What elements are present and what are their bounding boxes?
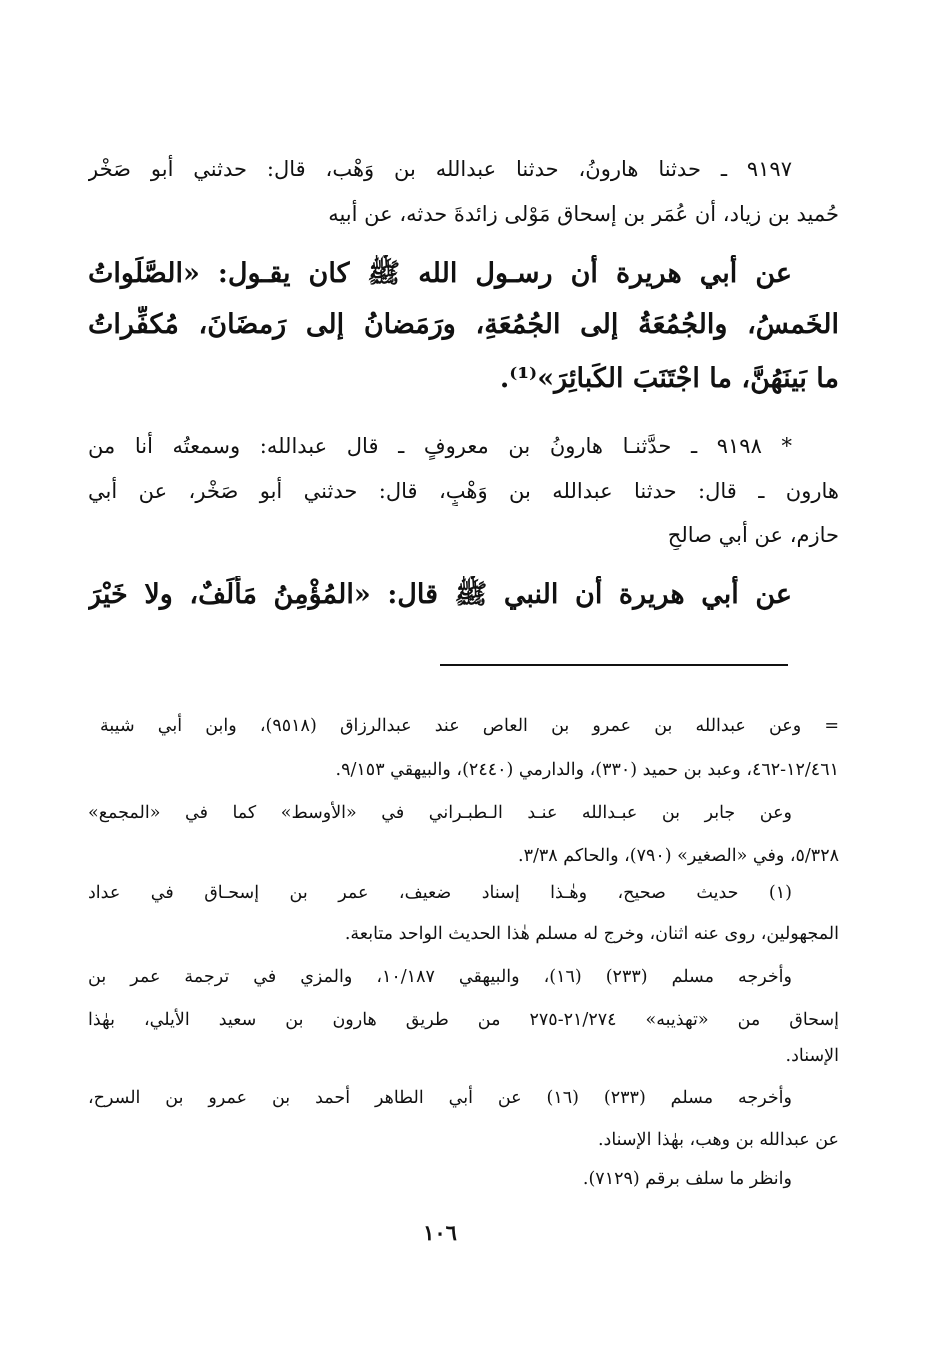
footnote-divider	[440, 664, 788, 666]
footnote-line-8: إسحاق من «تهذيبه» ٢١/٢٧٤-٢٧٥ من طريق هارون بن سعيد الأيلي، بهٰذا	[88, 1010, 839, 1030]
footnote-line-7: وأخرجه مسلم (٢٣٣) (١٦)، والبيهقي ١٠/١٨٧، والمزي في ترجمة عمر بن	[88, 967, 792, 987]
footnote-line-4: ٥/٣٢٨، وفي «الصغير» (٧٩٠)، والحاكم ٣/٣٨.	[518, 846, 839, 866]
hadith-9198-isnad-line-3: حازم، عن أبي صالحٍ	[667, 523, 839, 547]
footnote-line-6: المجهولين، روى عنه اثنان، وخرج له مسلم هٰذا الحديث الواحد متابعة.	[344, 924, 839, 944]
footnote-line-12: وانظر ما سلف برقم (٧١٢٩).	[582, 1169, 792, 1189]
footnote-line-11: عن عبدالله بن وهب، بهٰذا الإسناد.	[597, 1130, 839, 1150]
hadith-9198-isnad-line-2: هارون ـ قال: حدثنا عبدالله بن وَهْبٍ، قال: حدثني أبو صَخْر، عن أبي	[88, 479, 839, 503]
hadith-9197-matn-line-3: ما بَينَهُنَّ، ما اجْتَنَبَ الكَبائِرَ»⁽¹⁾.	[499, 363, 839, 394]
hadith-9197-matn-line-2: الخَمسُ، والجُمُعَةُ إلى الجُمُعَةِ، ورَمَضانُ إلى رَمضَانَ، مُكفِّراتُ	[88, 309, 839, 340]
hadith-9198-isnad-line-1: * ٩١٩٨ ـ حدَّثنـا هارونُ بن معروفٍ ـ قال عبدالله: وسمعتُه أنا من	[88, 434, 792, 458]
footnote-line-9: الإسناد.	[785, 1046, 839, 1066]
hadith-9198-matn-line-1: عن أبي هريرة أن النبي ﷺ قال: «المُؤْمِنُ مَأْلَفٌ، ولا خَيْرَ	[88, 579, 792, 610]
footnote-line-2: ١٢/٤٦١-٤٦٢، وعبد بن حميد (٣٣٠)، والدارمي (٢٤٤٠)، والبيهقي ٩/١٥٣.	[335, 760, 839, 780]
page-number: ١٠٦	[423, 1220, 457, 1245]
footnote-line-1: = وعن عبدالله بن عمرو بن العاص عند عبدالرزاق (٩٥١٨)، وابن أبي شيبة	[100, 716, 839, 736]
hadith-9197-matn-line-1: عن أبي هريرة أن رسـول الله ﷺ كان يقـول: «الصَّلَواتُ	[88, 258, 792, 289]
hadith-9197-isnad-line-1: ٩١٩٧ ـ حدثنا هارونُ، حدثنا عبدالله بن وَهْب، قال: حدثني أبو صَخْر	[88, 157, 792, 181]
footnote-line-10: وأخرجه مسلم (٢٣٣) (١٦) عن أبي الطاهر أحمد بن عمرو بن السرح،	[88, 1088, 792, 1108]
footnote-line-5: (١) حديث صحيح، وهٰـذا إسناد ضعيف، عمر بن إسحـاق في عداد	[88, 883, 792, 903]
footnote-line-3: وعن جابر بن عبـدالله عنـد الـطبـراني في «الأوسط» كما في «المجمع»	[88, 803, 792, 823]
hadith-9197-isnad-line-2: حُميد بن زياد، أن عُمَر بن إسحاق مَوْلى زائدةَ حدثه، عن أبيه	[328, 202, 839, 226]
